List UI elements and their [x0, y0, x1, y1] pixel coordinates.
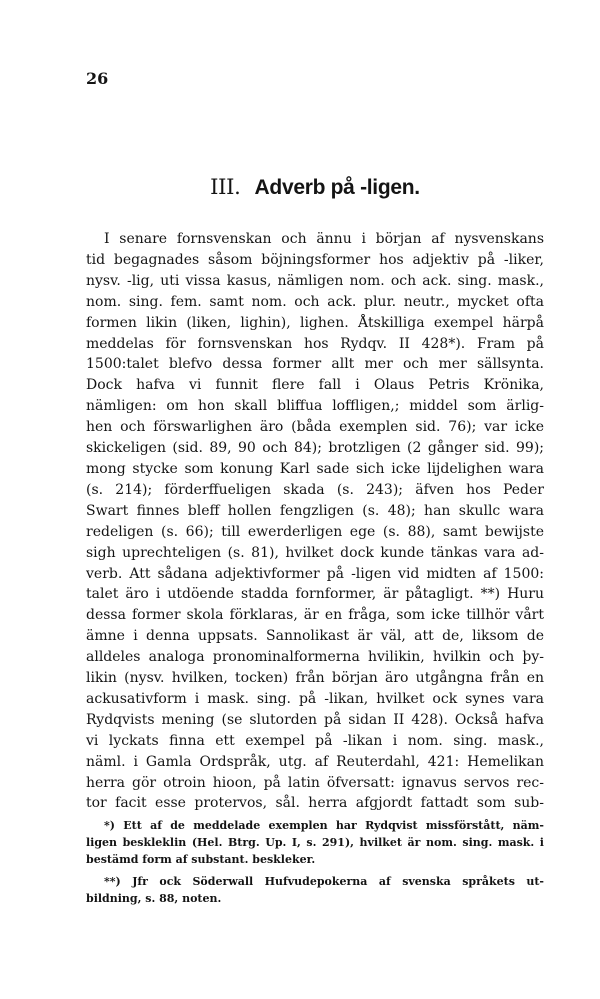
- section-numeral: III.: [210, 175, 241, 199]
- body-line: nom. sing. fem. samt nom. och ack. plur. neutr., mycket ofta: [86, 293, 544, 310]
- page-number: 26: [86, 69, 109, 88]
- body-line: nysv. -lig, uti vissa kasus, nämligen nom. och ack. sing. mask.,: [86, 272, 544, 289]
- body-line: (s. 214); förderffueligen skada (s. 243); äfven hos Peder: [86, 481, 544, 498]
- footnote-2: [86, 874, 544, 908]
- footnote-mark: **): [104, 875, 121, 889]
- body-text: [86, 229, 544, 814]
- body-line: I senare fornsvenskan och ännu i början af nysvenskans: [104, 231, 544, 247]
- body-line: nämligen: om hon skall bliffua loffligen,; middel som ärlig-: [86, 398, 544, 415]
- body-line: skickeligen (sid. 89, 90 och 84); brotzligen (2 gånger sid. 99);: [86, 440, 544, 457]
- section-heading: [86, 175, 544, 200]
- footnote-1: [86, 818, 544, 868]
- footnote-line: ligen beskleklin (Hel. Btrg. Up. I, s. 291), hvilket är nom. sing. mask. i: [86, 835, 544, 849]
- section-title: Adverb på -ligen.: [254, 176, 420, 199]
- footnote-text: Ett af de meddelade exemplen har Rydqvist missförstått, näm-: [123, 819, 544, 832]
- body-line: vi lyckats finna ett exempel på -likan i nom. sing. mask.,: [86, 732, 544, 749]
- body-line: tor facit esse protervos, sål. herra afgjordt fattadt som sub-: [86, 795, 544, 812]
- body-line: meddelas för fornsvenskan hos Rydqv. II 428*). Fram på: [86, 335, 544, 352]
- body-line: formen likin (liken, lighin), lighen. Åtskilliga exempel härpå: [86, 314, 544, 331]
- body-line: Swart finnes bleff hollen fengzligen (s. 48); han skullc wara: [86, 502, 544, 519]
- body-line: alldeles analoga pronominalformerna hvilikin, hvilkin och þy-: [86, 649, 544, 666]
- footnotes: [86, 818, 544, 914]
- body-line: likin (nysv. hvilken, tocken) från början äro utgångna från en: [86, 670, 544, 687]
- body-line: sigh uprechteligen (s. 81), hvilket dock kunde tänkas vara ad-: [86, 544, 544, 561]
- body-line: herra gör otroin hioon, på latin öfversatt: ignavus servos rec-: [86, 774, 544, 791]
- footnote-line: bestämd form af substant. beskleker.: [86, 852, 316, 866]
- body-line: ämne i denna uppsats. Sannolikast är väl, att de, liksom de: [86, 628, 544, 645]
- body-line: dessa former skola förklaras, är en fråga, som icke tillhör vårt: [86, 607, 544, 624]
- body-line: talet äro i utdöende stadda fornformer, är påtagligt. **) Huru: [86, 586, 544, 603]
- body-line: ackusativform i mask. sing. på -likan, hvilket ock synes vara: [86, 690, 544, 707]
- footnote-line: bildning, s. 88, noten.: [86, 892, 222, 906]
- body-line: Dock hafva vi funnit flere fall i Olaus Petris Krönika,: [86, 377, 544, 394]
- footnote-line: [86, 818, 544, 835]
- footnote-mark: *): [104, 819, 115, 832]
- body-line: näml. i Gamla Ordspråk, utg. af Reuterdahl, 421: Hemelikan: [86, 753, 544, 770]
- body-line: hen och förswarlighen äro (båda exemplen sid. 76); var icke: [86, 419, 544, 436]
- body-line: tid begagnades såsom böjningsformer hos adjektiv på -liker,: [86, 251, 544, 268]
- footnote-text: Jfr ock Söderwall Hufvudepokerna af svenska språkets ut-: [132, 875, 544, 889]
- body-line: Rydqvists mening (se slutorden på sidan II 428). Också hafva: [86, 711, 544, 728]
- footnote-line: [86, 874, 544, 891]
- body-line: redeligen (s. 66); till ewerderligen ege (s. 88), samt bewijste: [86, 523, 544, 540]
- body-line: mong stycke som konung Karl sade sich icke lijdelighen wara: [86, 460, 544, 477]
- body-line: 1500:talet blefvo dessa former allt mer och mer sällsynta.: [86, 356, 544, 373]
- body-line: verb. Att sådana adjektivformer på -ligen vid midten af 1500:: [86, 565, 544, 582]
